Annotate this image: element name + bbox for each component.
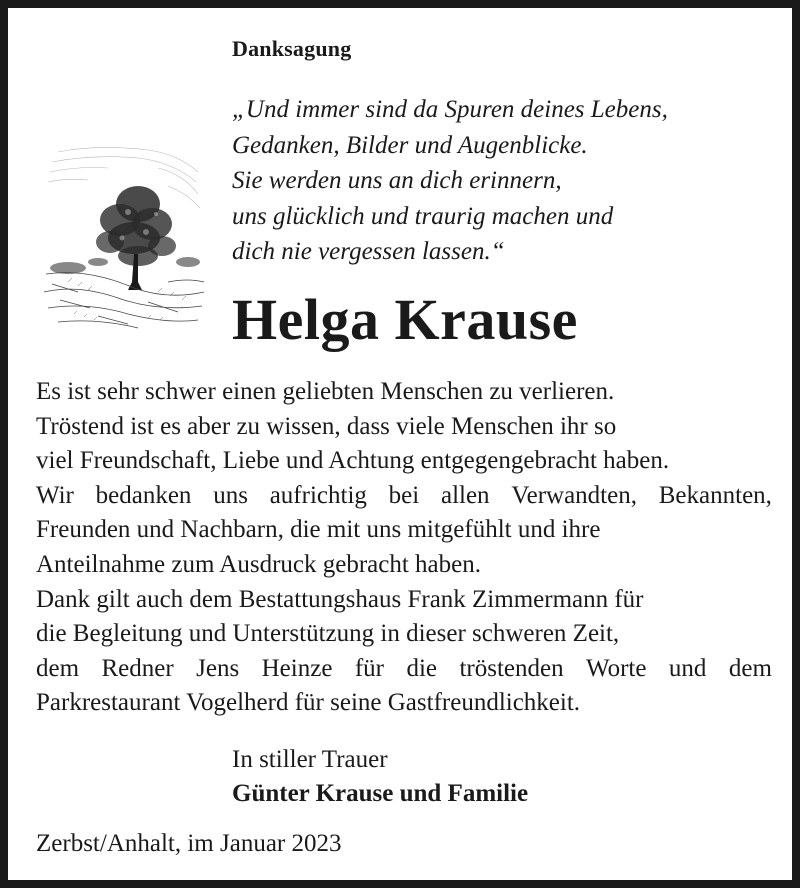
- body-line: die Begleitung und Unterstützung in dieser schweren Zeit,: [36, 620, 620, 648]
- deceased-name: Helga Krause: [232, 287, 578, 352]
- mourning-block: [232, 743, 528, 811]
- word: dem: [728, 654, 772, 682]
- quote-block: [232, 92, 668, 270]
- word: uns: [213, 481, 248, 509]
- word: und: [668, 654, 707, 682]
- word: Heinze: [261, 654, 333, 682]
- quote-line: dich nie vergessen lassen.“: [232, 238, 505, 265]
- family-signature: Günter Krause und Familie: [232, 780, 529, 807]
- body-line: Es ist sehr schwer einen geliebten Menschen zu verlieren.: [36, 378, 615, 405]
- quote-line: Sie werden uns an dich erinnern,: [232, 167, 562, 194]
- body-line: viel Freundschaft, Liebe und Achtung entgegengebracht haben.: [36, 447, 670, 475]
- word: tröstenden: [459, 654, 564, 682]
- place-date: Zerbst/Anhalt, im Januar 2023: [36, 830, 342, 857]
- body-line: Anteilnahme zum Ausdruck gebracht haben.: [36, 550, 481, 578]
- notice-heading: Danksagung: [232, 36, 352, 61]
- word: Redner: [101, 654, 174, 682]
- body-line: Freunden und Nachbarn, die mit uns mitgefühlt und ihre: [36, 516, 601, 544]
- body-line: Tröstend ist es aber zu wissen, dass viele Menschen ihr so: [36, 412, 617, 440]
- word: bedanken: [95, 481, 192, 509]
- word: Worte: [586, 654, 647, 682]
- mourning-text: In stiller Trauer: [232, 746, 388, 773]
- word: dem: [36, 654, 80, 682]
- body-line: [36, 652, 772, 687]
- word: für: [354, 654, 385, 682]
- body-line: [36, 479, 772, 514]
- word: Verwandten,: [511, 481, 637, 509]
- word: die: [406, 654, 437, 682]
- word: bei: [388, 481, 420, 509]
- word: allen: [440, 481, 490, 509]
- tree-landscape-icon: [38, 142, 208, 338]
- thanks-text: [36, 375, 772, 721]
- word: aufrichtig: [269, 481, 367, 509]
- word: Jens: [196, 654, 240, 682]
- quote-line: Gedanken, Bilder und Augenblicke.: [232, 131, 588, 159]
- quote-line: uns glücklich und traurig machen und: [232, 202, 614, 230]
- quote-line: „Und immer sind da Spuren deines Lebens,: [232, 96, 668, 123]
- word: Bekannten,: [658, 481, 772, 509]
- word: Wir: [36, 481, 74, 509]
- body-line: Parkrestaurant Vogelherd für seine Gastfreundlichkeit.: [36, 689, 581, 717]
- body-line: Dank gilt auch dem Bestattungshaus Frank Zimmermann für: [36, 585, 644, 613]
